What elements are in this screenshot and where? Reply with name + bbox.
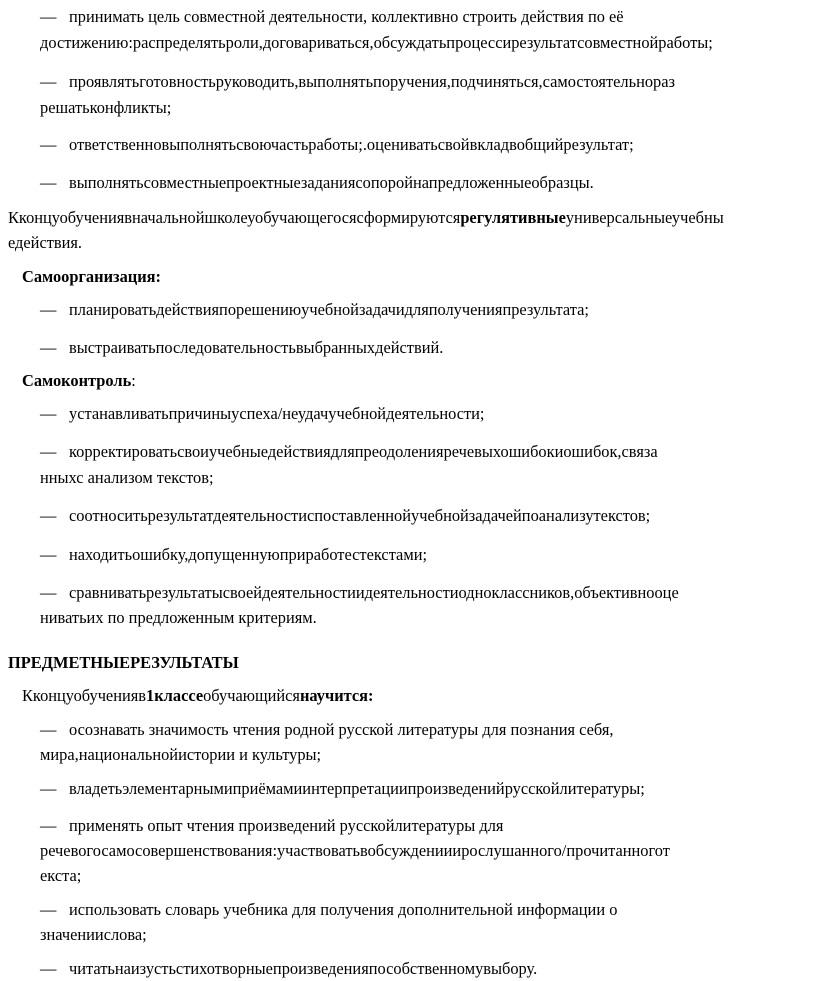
list-item (40, 776, 645, 801)
dash-marker: — (40, 404, 57, 423)
list-item-text: выстраиватьпоследовательностьвыбранныхдействий. (69, 338, 444, 357)
list-item-text: планироватьдействияпорешениюучебнойзадачидляполученияпрезультата; (69, 300, 589, 319)
list-item-text: читатьнаизустьстихотворныепроизведенияпособственномувыбору. (69, 959, 538, 978)
list-item (40, 401, 484, 426)
list-item (40, 297, 589, 322)
grade-text-pre: Кконцуобучения (22, 686, 139, 705)
dash-marker: — (40, 720, 57, 739)
list-item-continuation: мира,национальнойистории и культуры; (40, 745, 322, 764)
list-item (40, 813, 503, 838)
list-item-text: соотноситьрезультатдеятельностиспоставленнойучебнойзадачейпоанализутекстов; (69, 506, 651, 525)
list-item-continuation: достижению:распределятьроли,договариваться,обсуждатьпроцессирезультатсовместнойработы; (40, 33, 713, 52)
section-heading-subject-results (8, 650, 239, 675)
dash-marker: — (40, 300, 57, 319)
list-item (40, 580, 679, 605)
list-item-continuation: значениислова; (40, 925, 147, 944)
list-item (40, 132, 634, 157)
dash-marker: — (40, 506, 57, 525)
grade-bold2: научится: (299, 686, 374, 705)
dash-marker: — (40, 779, 57, 798)
list-item-continuation: екста; (40, 866, 82, 885)
list-item-text: ответственновыполнятьсвоючастьработы;.оцениватьсвойвкладвобщийрезультат; (69, 135, 634, 154)
dash-marker: — (40, 583, 57, 602)
section-heading-self-org (22, 264, 161, 289)
dash-marker: — (40, 545, 57, 564)
list-item (40, 69, 675, 94)
heading-colon: : (131, 371, 136, 390)
grade-text-mid: в (138, 686, 147, 705)
list-item (40, 439, 658, 464)
dash-marker: — (40, 442, 57, 461)
dash-marker: — (40, 959, 57, 978)
dash-marker: — (40, 72, 57, 91)
regulative-bold-term: регулятивные (460, 208, 566, 227)
dash-marker: — (40, 338, 57, 357)
heading-text: Самоорганизация: (22, 267, 162, 286)
list-item (40, 956, 537, 981)
list-item (40, 335, 443, 360)
list-item-text: принимать цель совместной деятельности, коллективно строить действия по её (69, 7, 624, 26)
regulative-paragraph (8, 205, 724, 230)
list-item-continuation: нныхс анализом текстов; (40, 468, 214, 487)
grade-intro (22, 683, 374, 708)
list-item (40, 897, 617, 922)
dash-marker: — (40, 135, 57, 154)
dash-marker: — (40, 816, 57, 835)
list-item (40, 717, 613, 742)
list-item (40, 503, 650, 528)
list-item-text: выполнятьсовместныепроектныезаданиясопоройнапредложенныеобразцы. (69, 173, 594, 192)
list-item-continuation: речевогосамосовершенствования:участвоватьвобсужденииирослушанного/прочитанногот (40, 841, 670, 860)
grade-text-mid2: обучающийся (203, 686, 300, 705)
regulative-text-pre: Кконцуобучениявначальнойшколеуобучающегосясформируются (8, 208, 461, 227)
section-heading-self-control (22, 368, 136, 393)
list-item-continuation: ниватьих по предложенным критериям. (40, 608, 317, 627)
list-item-continuation: решатьконфликты; (40, 98, 172, 117)
list-item-text: находитьошибку,допущеннуюприработестекстами; (69, 545, 428, 564)
dash-marker: — (40, 173, 57, 192)
dash-marker: — (40, 7, 57, 26)
list-item (40, 4, 624, 29)
list-item-text: владетьэлементарнымиприёмамиинтерпретациипроизведенийрусскойлитературы; (69, 779, 645, 798)
grade-bold: 1классе (146, 686, 204, 705)
list-item-text: корректироватьсвоиучебныедействиядляпреодоленияречевыхошибокиошибок,связа (69, 442, 658, 461)
list-item-text: проявлятьготовностьруководить,выполнятьпоручения,подчиняться,самостоятельнораз (69, 72, 675, 91)
dash-marker: — (40, 900, 57, 919)
heading-text: ПРЕДМЕТНЫЕРЕЗУЛЬТАТЫ (8, 653, 239, 672)
list-item-text: устанавливатьпричиныуспеха/неудачучебнойдеятельности; (69, 404, 485, 423)
regulative-paragraph-continuation: едействия. (8, 233, 83, 252)
list-item (40, 542, 427, 567)
list-item (40, 170, 594, 195)
list-item-text: применять опыт чтения произведений русскойлитературы для (69, 816, 504, 835)
list-item-text: использовать словарь учебника для получения дополнительной информации о (69, 900, 618, 919)
list-item-text: осознавать значимость чтения родной русской литературы для познания себя, (69, 720, 614, 739)
heading-text: Самоконтроль (22, 371, 132, 390)
list-item-text: сравниватьрезультатысвоейдеятельностиидеятельностиодноклассников,объективнооце (69, 583, 679, 602)
regulative-text-post: универсальныеучебны (565, 208, 724, 227)
